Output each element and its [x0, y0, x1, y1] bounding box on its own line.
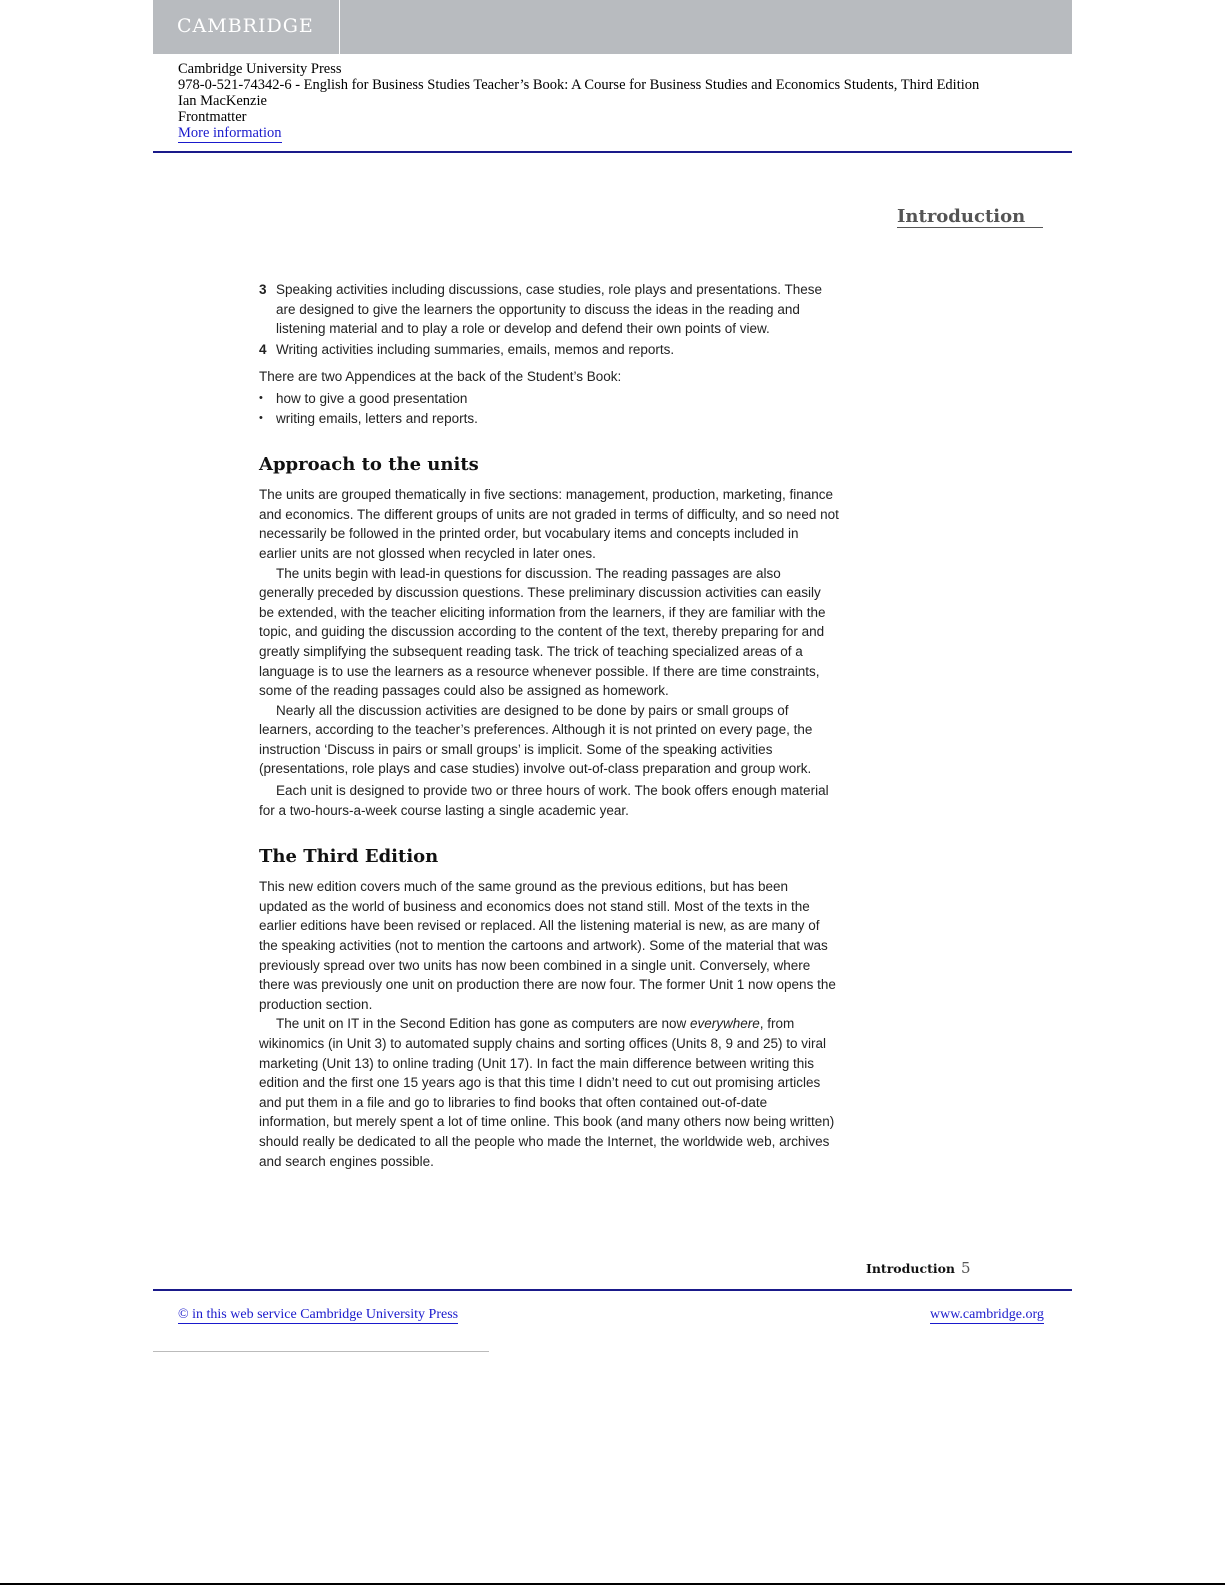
isbn-title: 978-0-521-74342-6 - English for Business Studies Teacher’s Book: A Course for Business Studies and Economics Students, Third Edition — [178, 77, 980, 93]
footer-website — [930, 1307, 1044, 1323]
page-number: 5 — [961, 1259, 971, 1277]
running-head: Introduction — [897, 206, 1043, 228]
footer-rule — [153, 1289, 1072, 1291]
appendices-intro: There are two Appendices at the back of the Student’s Book: — [259, 369, 622, 385]
folio-label: Introduction — [866, 1261, 956, 1276]
page-folio — [866, 1259, 971, 1277]
paragraph-text: , from wikinomics (in Unit 3) to automated supply chains and sorting offices (Units 8, 9 and 25) to viral marketing (Unit 13) to online trading (Unit 17). In fact the main difference between writing this edition and the first one 15 years ago is that this time I didn’t need to cut out promising articles and put them in a file and go to libraries to find books that often contained out-of-date information, but merely spent a lot of time online. This book (and many others now being written) should really be dedicated to all the people who made the Internet, the worldwide web, archives and search engines possible. — [259, 1016, 835, 1169]
footer-copyright — [178, 1307, 458, 1323]
paragraph: The units are grouped thematically in five sections: management, production, marketing, finance and economics. The different groups of units are not graded in terms of difficulty, and so need not necessarily be followed in the printed order, but vocabulary items and concepts included in earlier units are not glossed when recycled in later ones. — [259, 487, 839, 561]
paragraph: The units begin with lead-in questions for discussion. The reading passages are also generally preceded by discussion questions. These preliminary discussion activities can easily be extended, with the teacher eliciting information from the learners, if they are familiar with the topic, and guiding the discussion according to the content of the text, thereby preparing for and greatly simplifying the subsequent reading task. The trick of teaching specialized areas of a language is to use the learners as a resource whenever possible. If there are time constraints, some of the reading passages could also be assigned as homework. — [259, 565, 826, 699]
publisher-name: Cambridge University Press — [178, 61, 342, 77]
more-information-link[interactable]: More information — [178, 125, 282, 141]
section-heading: Approach to the units — [259, 454, 479, 476]
paragraph: Nearly all the discussion activities are designed to be done by pairs or small groups of learners, according to the teacher’s preferences. Although it is not printed on every page, the instruction ‘Discuss in pairs or small groups’ is implicit. Some of the speaking activities (presentations, role plays and case studies) involve out-of-class preparation and group work. — [259, 702, 813, 777]
emphasis-text: everywhere — [690, 1016, 760, 1032]
paragraph: This new edition covers much of the same ground as the previous editions, but has been updated as the world of business and economics does not stand still. Most of the texts in the earlier editions have been revised or replaced. All the listening material is new, as are many of the speaking activities (not to mention the cartoons and artwork). Some of the material that was previously spread over two units has now been combined in a single unit. Conversely, where there was previously one unit on production there are now four. The former Unit 1 now opens the production section. — [259, 879, 836, 1012]
appendices-list — [259, 389, 839, 428]
bullet-item: • writing emails, letters and reports. — [259, 409, 839, 429]
banner-divider — [339, 0, 340, 54]
section-heading: The Third Edition — [259, 846, 439, 868]
publisher-banner — [153, 0, 1072, 54]
author-name: Ian MacKenzie — [178, 93, 267, 109]
paragraph-text: The unit on IT in the Second Edition has gone as computers are now — [276, 1016, 691, 1032]
list-text: Writing activities including summaries, emails, memos and reports. — [276, 341, 675, 357]
list-item — [259, 280, 839, 339]
cambridge-logo: CAMBRIDGE — [177, 15, 314, 37]
header-rule — [153, 151, 1072, 153]
list-number: 4 — [259, 341, 267, 357]
section-name: Frontmatter — [178, 109, 247, 125]
website-link[interactable]: www.cambridge.org — [930, 1307, 1044, 1322]
list-number: 3 — [259, 282, 267, 297]
bullet-item: • how to give a good presentation — [259, 389, 839, 409]
paragraph — [259, 1014, 839, 1171]
book-metadata — [178, 61, 979, 141]
copyright-link[interactable]: © in this web service Cambridge University Press — [178, 1307, 459, 1322]
page-body — [259, 280, 839, 1171]
list-item — [259, 340, 839, 360]
paragraph: Each unit is designed to provide two or three hours of work. The book offers enough material for a two-hours-a-week course lasting a single academic year. — [259, 783, 829, 818]
list-text: Speaking activities including discussions, case studies, role plays and presentations. These are designed to give the learners the opportunity to discuss the ideas in the reading and listening material and to play a role or develop and defend their own points of view. — [276, 282, 823, 337]
faint-rule — [153, 1351, 489, 1352]
